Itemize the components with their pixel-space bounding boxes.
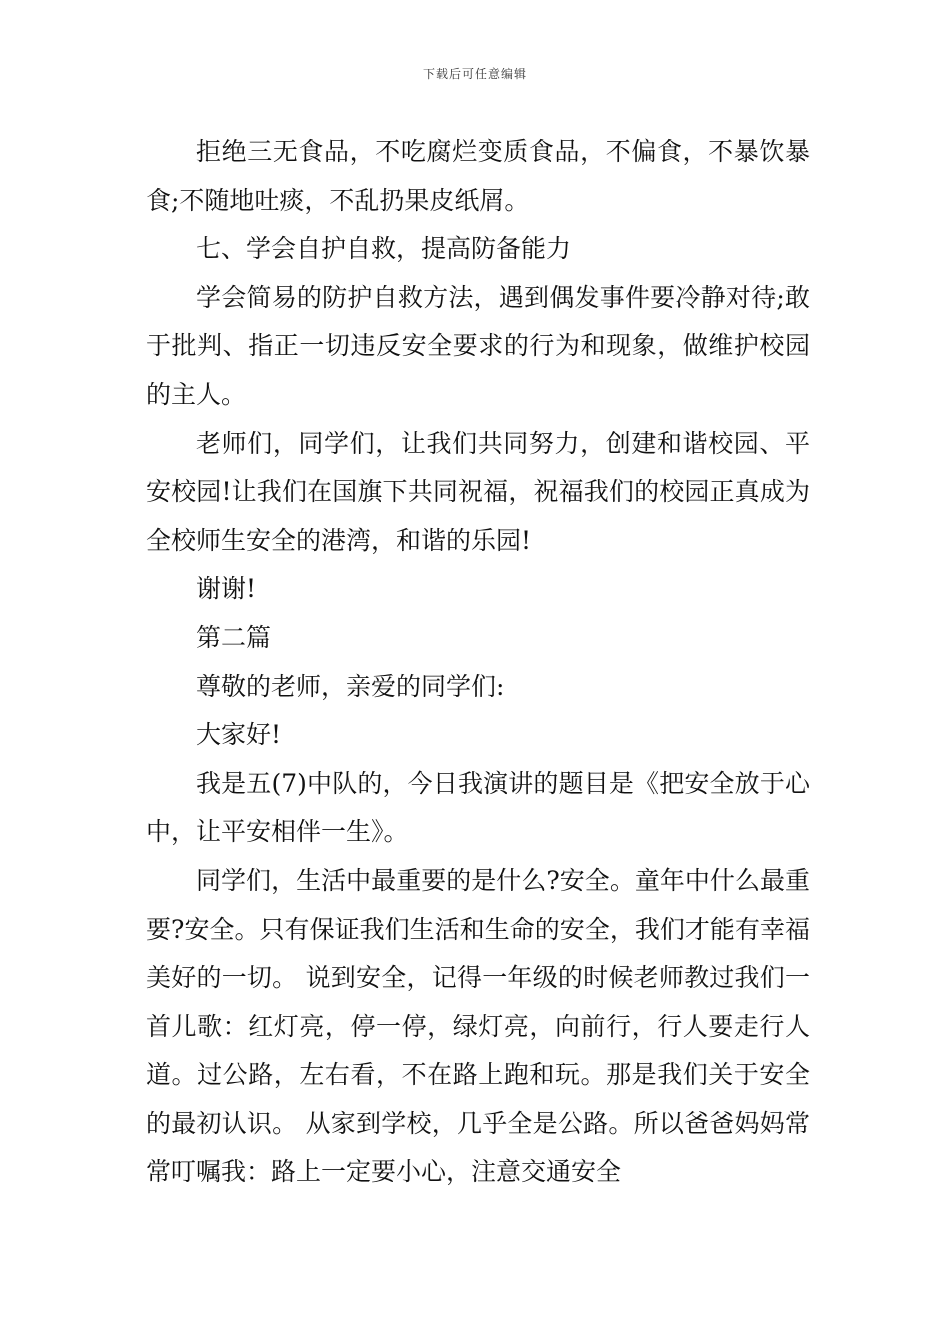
paragraph-safety: 同学们，生活中最重要的是什么?安全。童年中什么最重要?安全。只有保证我们生活和生命的安全，我们才能有幸福美好的一切。 说到安全，记得一年级的时候老师教过我们一首儿歌：红灯亮，停一停，绿灯亮，向前行，行人要走行人道。过公路，左右看，不在路上跑和玩。那是我们关于安全的最初认识。 从家到学校，几乎全是公路。所以爸爸妈妈常常叮嘱我：路上一定要小心，注意交通安全 — [146, 865, 810, 1187]
paragraph-thanks: 谢谢! — [196, 574, 257, 604]
section-heading-7: 七、学会自护自救，提高防备能力 — [196, 234, 572, 264]
section-title-part-two: 第二篇 — [196, 622, 272, 652]
page-header: 下载后可任意编辑 — [422, 67, 527, 81]
paragraph-1: 拒绝三无食品，不吃腐烂变质食品，不偏食，不暴饮暴食;不随地吐痰，不乱扔果皮纸屑。 — [146, 137, 810, 215]
paragraph-4: 老师们，同学们，让我们共同努力，创建和谐校园、平安校园!让我们在国旗下共同祝福，祝福我们的校园正真成为全校师生安全的港湾，和谐的乐园! — [146, 428, 810, 555]
paragraph-intro: 我是五(7)中队的，今日我演讲的题目是《把安全放于心中，让平安相伴一生》。 — [146, 768, 810, 847]
paragraph-3: 学会简易的防护自救方法，遇到偶发事件要冷静对待;敢于批判、指正一切违反安全要求的行为和现象，做维护校园的主人。 — [146, 282, 810, 409]
greeting: 大家好! — [196, 720, 282, 750]
document-body — [146, 128, 810, 1197]
salutation: 尊敬的老师，亲爱的同学们: — [196, 671, 505, 701]
